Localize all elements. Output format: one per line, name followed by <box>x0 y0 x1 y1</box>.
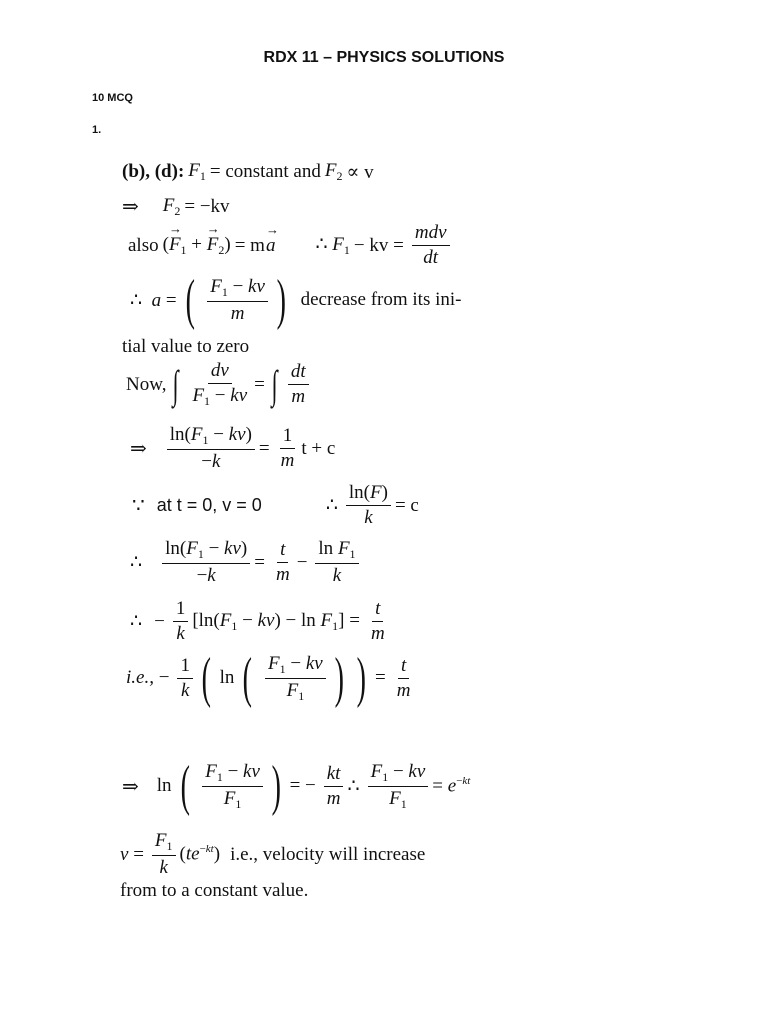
solution-line-14 <box>120 880 312 902</box>
velocity-text: i.e., velocity will increase <box>230 843 426 865</box>
solution-line-2: ⇒ $F_2$ = −kv <box>122 194 230 218</box>
proportional-text: ∝ v <box>346 161 374 183</box>
solution-line-5 <box>122 336 253 358</box>
also-text: also <box>128 234 159 256</box>
therefore-icon: ∴ <box>130 611 143 632</box>
constant-text: = constant and <box>209 161 321 182</box>
ie-text: i.e., <box>126 667 154 688</box>
fraction-mdv-dt: $\frac{\text{mdv}}{dt}$ <box>412 222 450 269</box>
now-text: Now, <box>126 373 167 395</box>
implies-icon: ⇒ <box>122 775 139 798</box>
because-icon: ∵ <box>132 495 145 517</box>
page-title: RDX 11 – PHYSICS SOLUTIONS <box>263 49 505 66</box>
therefore-icon: ∴ <box>130 552 143 573</box>
solution-line-12: ⇒ ln ( $\frac{F_1 - kv}{F_1}$ ) = − $\frac{kt}{m}$ ∴ $\frac{F_1 - kv}{F_1}$ = $e^{-kt}$ <box>122 755 471 817</box>
solution-line-6: Now, ∫ $\frac{dv}{F_1 - kv}$ = ∫ $\frac{dt}{m}$ <box>126 360 313 409</box>
solution-line-11: i.e., − $\frac{1}{k}$ ( ln ( $\frac{F_1 - kv}{F_1}$ ) ) = $\frac{t}{m}$ <box>126 647 411 709</box>
constant-value-text: from to a constant value. <box>120 880 309 901</box>
question-number: 1. <box>92 124 102 136</box>
solution-line-13: v = $\frac{F_1}{k}$ $(te^{-kt})$ i.e., velocity will increase <box>120 830 426 878</box>
solution-line-10: ∴ − $\frac{1}{k}$ $[\ln(F_1 - kv) - \ln F_1]$ = $\frac{t}{m}$ <box>130 598 385 644</box>
solution-line-7: ⇒ $\frac{\ln(F_1 - kv)}{-k}$ = $\frac{1}{m}$ t + c <box>130 424 336 472</box>
decrease-text: decrease from its ini- <box>300 289 462 310</box>
section-label: 10 MCQ <box>92 92 133 104</box>
solution-line-8: ∵ at t = 0, v = 0 ∴ $\frac{\ln(F)}{k}$ = c <box>132 482 419 528</box>
line-7-rhs: t + c <box>301 437 336 459</box>
solution-line-9: ∴ $\frac{\ln(F_1 - kv)}{-k}$ = $\frac{t}{m}$ − $\frac{\ln F_1}{k}$ <box>130 538 363 587</box>
line-3-rhs: − kv = <box>353 234 404 256</box>
answer-label: (b), (d): <box>122 161 185 182</box>
initial-condition-text: at t = 0, v = 0 <box>156 495 262 515</box>
therefore-icon: ∴ <box>325 495 338 516</box>
implies-icon: ⇒ <box>130 438 147 460</box>
line-8-rhs: = c <box>394 494 419 516</box>
implies-icon: ⇒ <box>122 196 139 218</box>
line-3-eq: = m <box>234 234 265 256</box>
solution-line-1: (b), (d): $F_1$ = constant and $F_2$ ∝ v <box>122 160 374 183</box>
solution-line-3: also (→ $F_1$ + → $F_2$) = m → a ∴ $F_1$ − kv = $\frac{\text{mdv}}{dt}$ <box>128 222 454 269</box>
line-2-text: = −kv <box>184 195 230 217</box>
initial-value-text: tial value to zero <box>122 336 250 357</box>
solution-line-4: ∴ a = ( $\frac{F_1 - kv}{m}$ ) decrease from its ini- <box>130 269 462 331</box>
